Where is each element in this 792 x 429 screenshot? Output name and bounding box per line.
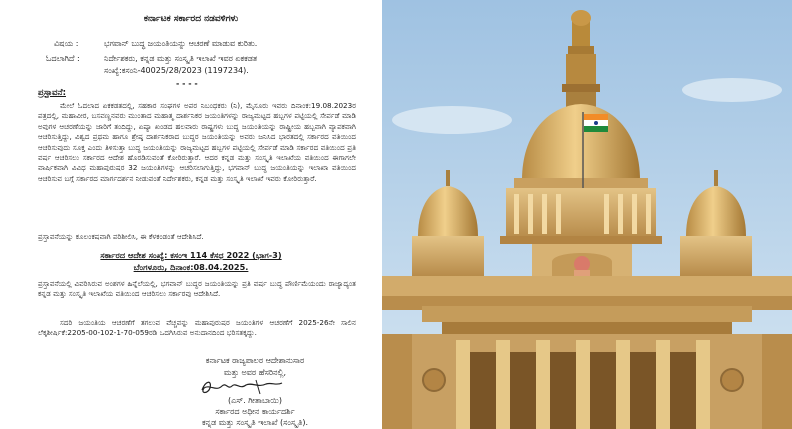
central-statue <box>574 256 590 272</box>
reference-line-2: ಸಂಖ್ಯೆ:ಕಸಂನಿ-40025/28/2023 (1197234). <box>104 66 249 75</box>
separator: - - - - <box>176 79 198 88</box>
reference-label: ಓದಲಾಗಿದೆ : <box>46 54 80 63</box>
order-date-heading: ಬೆಂಗಳೂರು, ದಿನಾಂಕ:08.04.2025. <box>133 262 249 272</box>
subject-text: ಭಗವಾನ್ ಬುದ್ಧ ಜಯಂತಿಯನ್ನು ಆಚರಣೆ ಮಾಡುವ ಕುರಿತು. <box>104 39 258 48</box>
building-illustration <box>382 0 792 429</box>
preamble-paragraph: ಮೇಲೆ ಓದಲಾದ ಏಕಕಡತದಲ್ಲಿ, ಸಹಕಾರ ಸಂಘಗಳ ಅಪರ ನಿಬಂಧಕರು (ನಿ), ಮೈಸೂರು ಇವರು ದಿನಾಂಕ:19.08.2023ರ ಪತ್ರದಲ್ಲಿ, ಮಹಾವೀರ, ಬಸವಣ್ಣನವರು ಮುಂತಾದ ಮಹಾತ್ಮ ದಾರ್ಶನಿಕರ ಜಯಂತಿಗಳನ್ನು ರಾಜ್ಯಮಟ್ಟದ ಹಬ್ಬಗಳ ಪಟ್ಟಿಯಲ್ಲಿ ಸೇರ್ಪಡೆ ಮಾಡಿ ಅವುಗಳ ಆಚರಣೆಯನ್ನು ಜಾರಿಗೆ ತಂದಿದ್ದು, ಏಷ್ಯಾ ಖಂಡದ ಹಲವಾರು ರಾಷ್ಟ್ರಗಳು ಬುದ್ಧ ಜಯಂತಿಯನ್ನು ರಾಷ್ಟ್ರೀಯ ಹಬ್ಬವಾಗಿ ವ್ಯಾಪಕವಾಗಿ ಆಚರಿಸುತ್ತಿದ್ದು, ವಿಶ್ವದ ಪ್ರಥಮ ಹಾಗೂ ಶ್ರೇಷ್ಠ ದಾರ್ಶನಿಕರಾದ ಬುದ್ಧರ ಜಯಂತಿಯನ್ನು ಅವರು ಜನಿಸಿದ ಭಾರತದಲ್ಲಿ ಸರ್ಕಾರದ ವತಿಯಿಂದ ಆಚರಿಸುವುದು ಸೂಕ್ತ ಎಂದು ತಿಳಿಸುತ್ತಾ ಬುದ್ಧ ಜಯಂತಿಯನ್ನು ರಾಜ್ಯಮಟ್ಟದ ಹಬ್ಬಗಳ ಪಟ್ಟಿಯಲ್ಲಿ ಸೇರ್ಪಡೆ ಮಾಡಿ ಸರ್ಕಾರದ ವತಿಯಿಂದ ಪ್ರತಿ ವರ್ಷ ಆಚರಿಸಲು ಸರ್ಕಾರದ ಆದೇಶ ಹೊರಡಿಸುವಂತೆ ಕೋರಿರುತ್ತಾರೆ. ಆದರ ಕನ್ನಡ ಮತ್ತು ಸಂಸ್ಕೃತಿ ಇಲಾಖೆಯ ವತಿಯಿಂದ ಈಗಾಗಲೇ ವಾರ್ಷಿಕವಾಗಿ ವಿವಿಧ ಮಹಾಪುರುಷರ 32 ಜಯಂತಿಗಳನ್ನು ಆಚರಿಸಲಾಗುತ್ತಿದ್ದು, ಭಗವಾನ್ ಬುದ್ಧ ಜಯಂತಿಯನ್ನು ಇಲಾಖಾ ವತಿಯಿಂದ ಆಚರಿಸುವ ಬಗ್ಗೆ ಸರ್ಕಾರದ ಮಾರ್ಗದರ್ಶನ ನೀಡುವಂತೆ ನಿರ್ದೇಶಕರು, ಕನ್ನಡ ಮತ್ತು ಸಂಸ್ಕೃತಿ ಇಲಾಖೆ ಇವರು ಕೋರಿರುತ್ತಾರೆ. <box>38 101 356 183</box>
vidhana-soudha-photo <box>382 0 792 429</box>
signer-department: ಕನ್ನಡ ಮತ್ತು ಸಂಸ್ಕೃತಿ ಇಲಾಖೆ (ಸಂಸ್ಕೃತಿ). <box>201 418 309 427</box>
signer-title: ಸರ್ಕಾರದ ಅಧೀನ ಕಾರ್ಯದರ್ಶಿ <box>215 407 295 416</box>
preamble-heading: ಪ್ರಸ್ತಾವನೆ: <box>38 88 66 98</box>
reference-line-1: ನಿರ್ದೇಶಕರು, ಕನ್ನಡ ಮತ್ತು ಸಂಸ್ಕೃತಿ ಇಲಾಖೆ ಇವರ ಏಕಕಡತ <box>104 54 258 63</box>
order-number-heading: ಸರ್ಕಾರದ ಆದೇಶ ಸಂಖ್ಯೆ: ಕಸಂಇ 114 ಕೆಸಧ 2022 (ಭಾಗ-3) <box>100 250 282 260</box>
handwritten-signature <box>196 376 286 398</box>
order-paragraph: ಪ್ರಸ್ತಾವನೆಯಲ್ಲಿ ವಿವರಿಸಿರುವ ಅಂಶಗಳ ಹಿನ್ನೆಲೆಯಲ್ಲಿ, ಭಗವಾನ್ ಬುದ್ಧರ ಜಯಂತಿಯನ್ನು ಪ್ರತಿ ವರ್ಷ ಬುದ್ಧ ಪೌರ್ಣಿಮೆಯಂದು ರಾಜ್ಯಾದ್ಯಂತ ಕನ್ನಡ ಮತ್ತು ಸಂಸ್ಕೃತಿ ಇಲಾಖೆಯ ವತಿಯಿಂದ ಆಚರಿಸಲು ಸರ್ಕಾರವು ಆದೇಶಿಸಿದೆ. <box>38 279 356 299</box>
expense-paragraph: ಸದರಿ ಜಯಂತಿಯ ಆಚರಣೆಗೆ ತಗಲುವ ವೆಚ್ಚವನ್ನು ಮಹಾಪುರುಷರ ಜಯಂತಿಗಳ ಆಚರಣೆಗೆ 2025-26ನೇ ಸಾಲಿನ ಲೆಕ್ಕಶೀರ್ಷಿಕೆ:2205-00-102-1-70-059ರಡಿ ಒದಗಿಸಿರುವ ಅನುದಾನದಿಂದ ಭರಿಸತಕ್ಕದ್ದು. <box>38 318 356 338</box>
government-order-document <box>0 0 382 429</box>
examined-line: ಪ್ರಸ್ತಾವನೆಯನ್ನು ಕೂಲಂಕಷವಾಗಿ ಪರಿಶೀಲಿಸಿ, ಈ ಕೆಳಕಂಡಂತೆ ಆದೇಶಿಸಿದೆ. <box>38 232 204 241</box>
signer-name: (ಎಸ್. ಗೀತಾಬಾಯಿ) <box>228 396 282 405</box>
document-title: ಕರ್ನಾಟಕ ಸರ್ಕಾರದ ನಡವಳಿಗಳು <box>143 14 239 24</box>
closing-line-2: ಮತ್ತು ಅವರ ಹೆಸರಿನಲ್ಲಿ, <box>223 368 287 377</box>
closing-line-1: ಕರ್ನಾಟಕ ರಾಜ್ಯಪಾಲರ ಆದೇಶಾನುಸಾರ <box>205 356 305 365</box>
subject-label: ವಿಷಯ : <box>54 39 79 48</box>
